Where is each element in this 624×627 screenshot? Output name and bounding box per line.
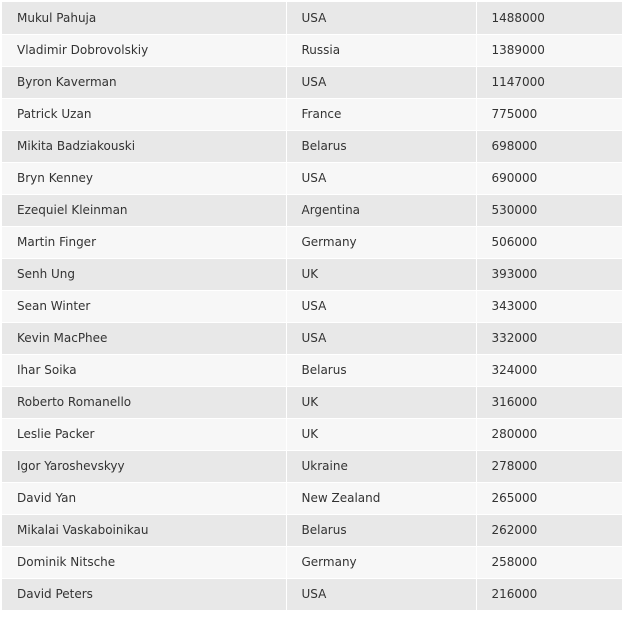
amount-cell: 1389000 — [476, 34, 622, 66]
amount-cell: 343000 — [476, 290, 622, 322]
table-row — [2, 386, 622, 418]
country-cell: France — [286, 98, 476, 130]
table-row — [2, 354, 622, 386]
table-row — [2, 290, 622, 322]
amount-cell: 1488000 — [476, 2, 622, 34]
amount-cell: 316000 — [476, 386, 622, 418]
country-cell: USA — [286, 578, 476, 610]
player-name-cell: Mikalai Vaskaboinikau — [2, 514, 286, 546]
amount-cell: 324000 — [476, 354, 622, 386]
table-row — [2, 226, 622, 258]
player-name-cell: Senh Ung — [2, 258, 286, 290]
player-name-cell: Leslie Packer — [2, 418, 286, 450]
player-name-cell: Dominik Nitsche — [2, 546, 286, 578]
amount-cell: 216000 — [476, 578, 622, 610]
table-row — [2, 482, 622, 514]
country-cell: UK — [286, 258, 476, 290]
table-row — [2, 2, 622, 34]
country-cell: Russia — [286, 34, 476, 66]
amount-cell: 262000 — [476, 514, 622, 546]
country-cell: USA — [286, 66, 476, 98]
player-name-cell: Patrick Uzan — [2, 98, 286, 130]
country-cell: Belarus — [286, 354, 476, 386]
player-name-cell: Bryn Kenney — [2, 162, 286, 194]
country-cell: UK — [286, 418, 476, 450]
player-name-cell: Ihar Soika — [2, 354, 286, 386]
amount-cell: 332000 — [476, 322, 622, 354]
country-cell: Germany — [286, 546, 476, 578]
amount-cell: 775000 — [476, 98, 622, 130]
country-cell: USA — [286, 290, 476, 322]
player-name-cell: David Peters — [2, 578, 286, 610]
player-name-cell: Mukul Pahuja — [2, 2, 286, 34]
table-row — [2, 162, 622, 194]
country-cell: Ukraine — [286, 450, 476, 482]
amount-cell: 280000 — [476, 418, 622, 450]
table-row — [2, 130, 622, 162]
country-cell: USA — [286, 162, 476, 194]
player-name-cell: Igor Yaroshevskyy — [2, 450, 286, 482]
table-row — [2, 546, 622, 578]
table-row — [2, 98, 622, 130]
table-row — [2, 194, 622, 226]
table-row — [2, 34, 622, 66]
country-cell: USA — [286, 2, 476, 34]
table-row — [2, 578, 622, 610]
country-cell: USA — [286, 322, 476, 354]
results-table-body — [2, 2, 622, 610]
table-row — [2, 450, 622, 482]
table-row — [2, 514, 622, 546]
player-name-cell: Martin Finger — [2, 226, 286, 258]
amount-cell: 690000 — [476, 162, 622, 194]
amount-cell: 278000 — [476, 450, 622, 482]
amount-cell: 393000 — [476, 258, 622, 290]
country-cell: UK — [286, 386, 476, 418]
player-name-cell: Vladimir Dobrovolskiy — [2, 34, 286, 66]
country-cell: Germany — [286, 226, 476, 258]
table-row — [2, 258, 622, 290]
player-name-cell: Ezequiel Kleinman — [2, 194, 286, 226]
amount-cell: 265000 — [476, 482, 622, 514]
player-name-cell: Byron Kaverman — [2, 66, 286, 98]
amount-cell: 698000 — [476, 130, 622, 162]
player-name-cell: Sean Winter — [2, 290, 286, 322]
player-name-cell: David Yan — [2, 482, 286, 514]
table-row — [2, 66, 622, 98]
table-row — [2, 322, 622, 354]
country-cell: Belarus — [286, 514, 476, 546]
country-cell: New Zealand — [286, 482, 476, 514]
player-name-cell: Roberto Romanello — [2, 386, 286, 418]
country-cell: Belarus — [286, 130, 476, 162]
amount-cell: 258000 — [476, 546, 622, 578]
results-table — [2, 2, 622, 611]
player-name-cell: Kevin MacPhee — [2, 322, 286, 354]
amount-cell: 506000 — [476, 226, 622, 258]
player-name-cell: Mikita Badziakouski — [2, 130, 286, 162]
country-cell: Argentina — [286, 194, 476, 226]
amount-cell: 1147000 — [476, 66, 622, 98]
amount-cell: 530000 — [476, 194, 622, 226]
table-row — [2, 418, 622, 450]
